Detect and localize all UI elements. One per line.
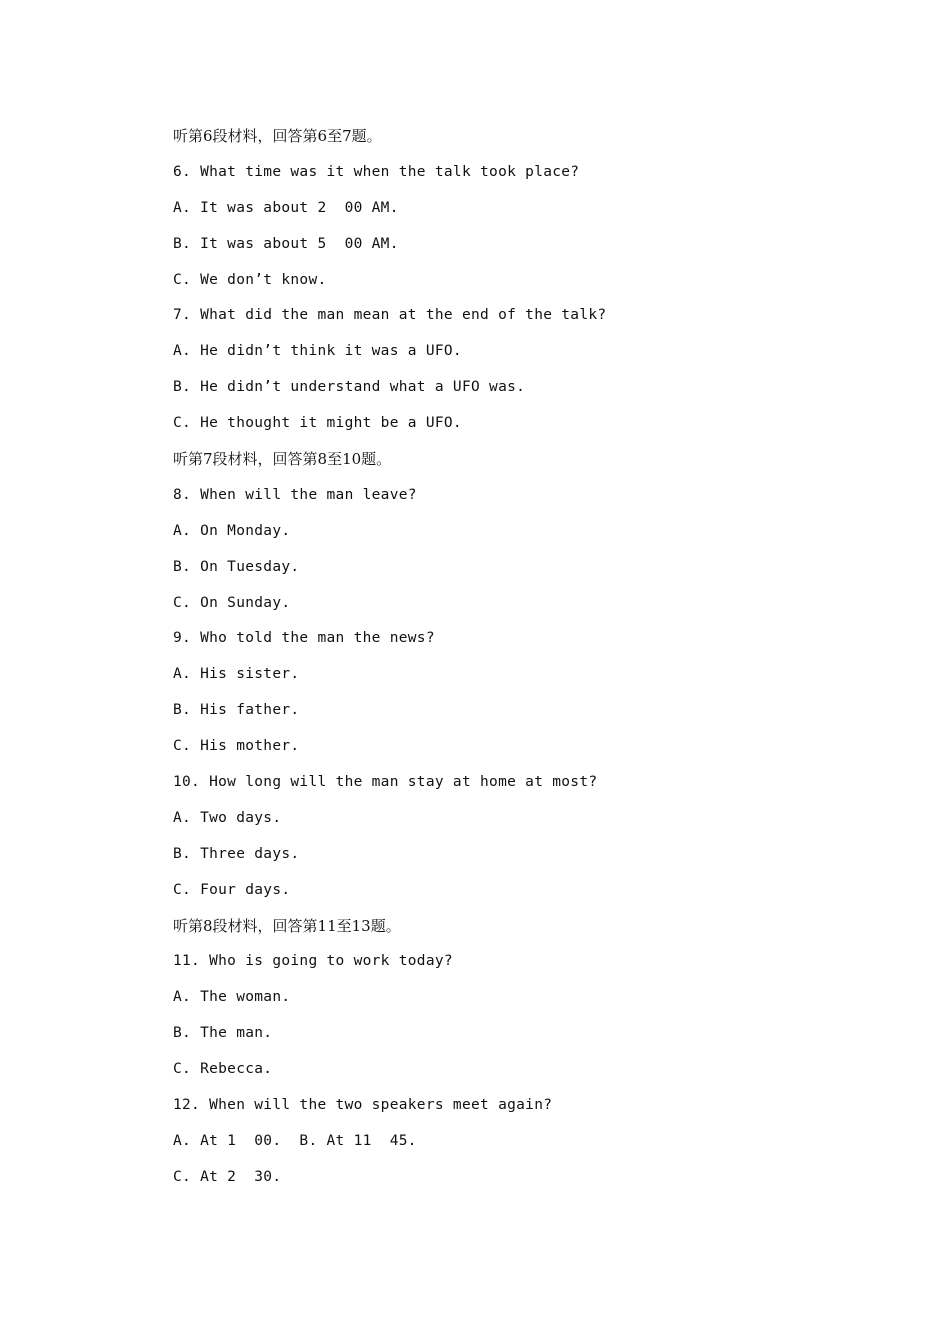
question-9: 9. Who told the man the news?: [173, 630, 435, 647]
option-10c: C. Four days.: [173, 881, 291, 898]
option-11c: C. Rebecca.: [173, 1061, 273, 1078]
question-7: 7. What did the man mean at the end of the talk?: [173, 307, 607, 324]
option-10b: B. Three days.: [173, 845, 300, 862]
option-6b: B. It was about 5 00 AM.: [173, 235, 399, 252]
question-11: 11. Who is going to work today?: [173, 953, 453, 970]
option-8b: B. On Tuesday.: [173, 558, 300, 575]
option-6a: A. It was about 2 00 AM.: [173, 199, 399, 216]
question-6: 6. What time was it when the talk took place?: [173, 163, 580, 180]
option-11b: B. The man.: [173, 1025, 273, 1042]
section-heading-7: 听第7段材料，回答第8至10题。: [173, 450, 392, 469]
question-10: 10. How long will the man stay at home at most?: [173, 774, 598, 791]
option-9c: C. His mother.: [173, 738, 300, 755]
option-8c: C. On Sunday.: [173, 594, 291, 611]
option-9a: A. His sister.: [173, 666, 300, 683]
option-7a: A. He didn’t think it was a UFO.: [173, 343, 462, 360]
option-8a: A. On Monday.: [173, 522, 291, 539]
option-7c: C. He thought it might be a UFO.: [173, 415, 462, 432]
document-page: [173, 125, 873, 1202]
section-heading-6: 听第6段材料，回答第6至7题。: [173, 127, 382, 145]
option-11a: A. The woman.: [173, 989, 291, 1006]
option-9b: B. His father.: [173, 702, 300, 719]
section-heading-8: 听第8段材料，回答第11至13题。: [173, 916, 401, 935]
option-10a: A. Two days.: [173, 809, 282, 826]
option-12ab: A. At 1 00. B. At 11 45.: [173, 1132, 417, 1149]
question-12: 12. When will the two speakers meet again?: [173, 1097, 553, 1114]
option-12c: C. At 2 30.: [173, 1168, 282, 1185]
option-7b: B. He didn’t understand what a UFO was.: [173, 379, 526, 396]
question-8: 8. When will the man leave?: [173, 486, 417, 503]
option-6c: C. We don’t know.: [173, 271, 327, 288]
